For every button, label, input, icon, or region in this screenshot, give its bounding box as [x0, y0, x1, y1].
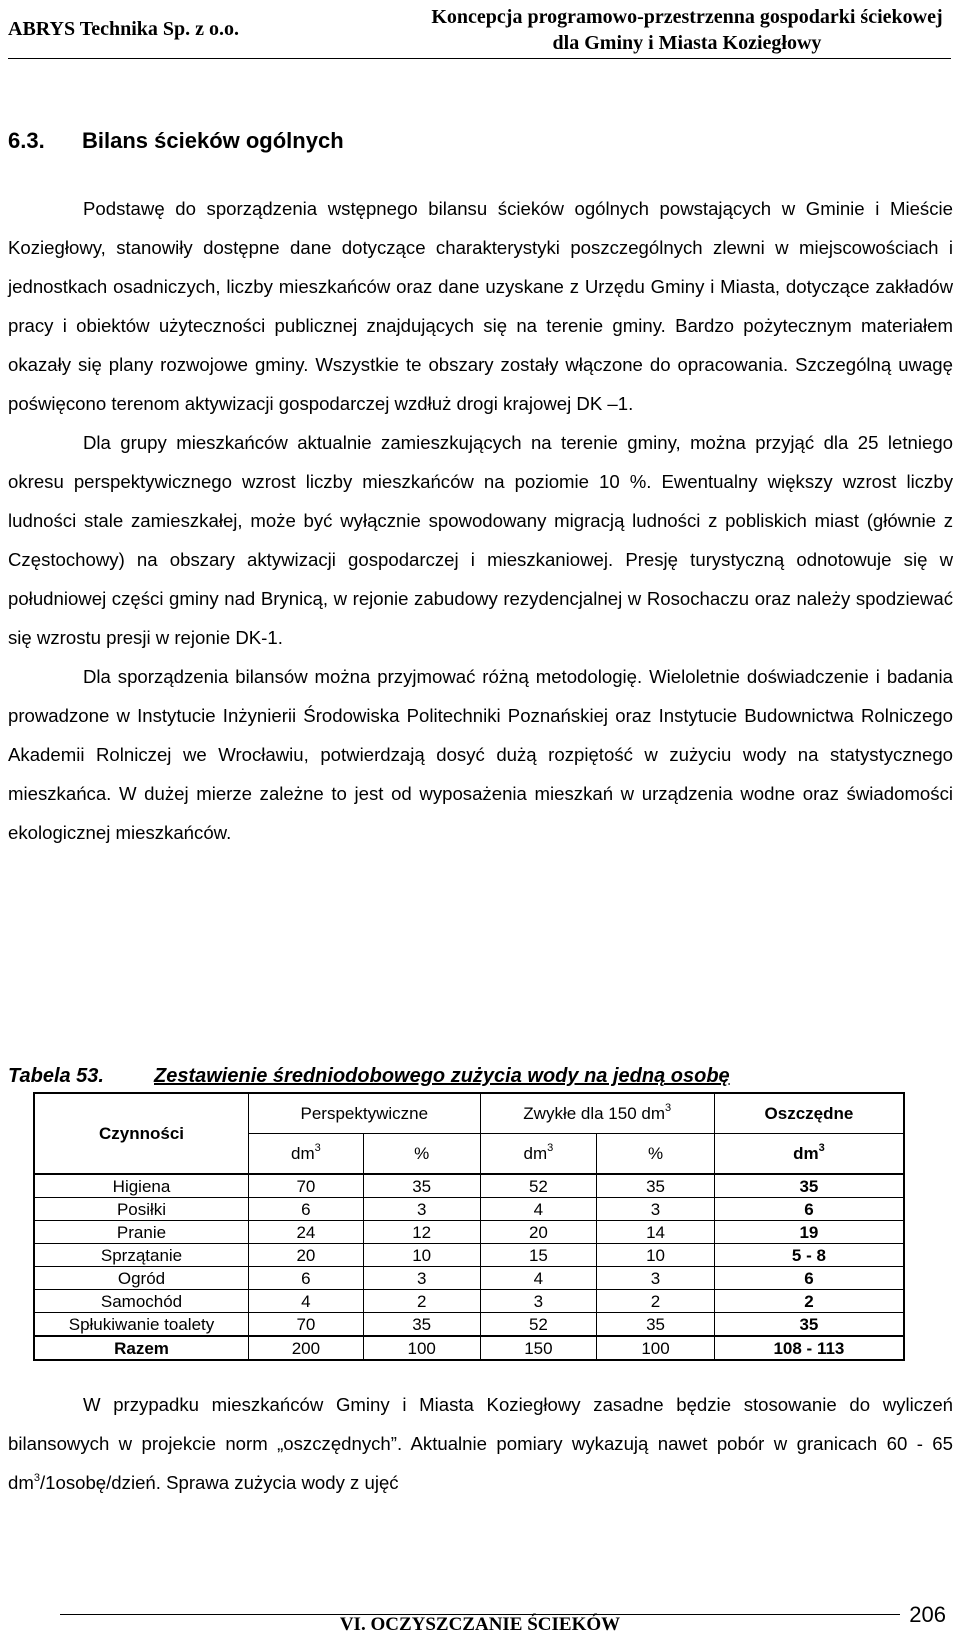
- cell-value: 10: [597, 1244, 715, 1267]
- body-text-after-table: [8, 1385, 953, 1502]
- col-group-perspective: Perspektywiczne: [249, 1093, 481, 1134]
- cell-value: 14: [597, 1221, 715, 1244]
- unit-pct: %: [597, 1134, 715, 1175]
- total-value: 108 - 113: [714, 1336, 904, 1360]
- total-value: 200: [249, 1336, 364, 1360]
- cell-value: 70: [249, 1313, 364, 1337]
- cell-value: 3: [480, 1290, 597, 1313]
- cell-value: 20: [249, 1244, 364, 1267]
- col-group-usual: [480, 1093, 714, 1134]
- row-name: Pranie: [34, 1221, 249, 1244]
- cell-value: 5 - 8: [714, 1244, 904, 1267]
- cell-value: 6: [714, 1198, 904, 1221]
- document-title-line1: Koncepcja programowo-przestrzenna gospodarki ściekowej: [431, 6, 943, 28]
- table-total-row: [34, 1336, 904, 1360]
- unit-dm3: $dm^3$: [249, 1134, 364, 1175]
- header-rule: [8, 58, 951, 59]
- unit-dm3: $dm^3$: [480, 1134, 597, 1175]
- cell-value: 2: [363, 1290, 480, 1313]
- unit-pct: %: [363, 1134, 480, 1175]
- table-row: [34, 1221, 904, 1244]
- section-title: Bilans ścieków ogólnych: [82, 128, 344, 153]
- col-group-usual-text: Zwykłe dla 150 dm: [523, 1103, 666, 1123]
- cell-value: 35: [597, 1174, 715, 1198]
- row-name: Spłukiwanie toalety: [34, 1313, 249, 1337]
- body-text: [8, 189, 953, 852]
- cell-value: 3: [363, 1198, 480, 1221]
- cell-value: 15: [480, 1244, 597, 1267]
- row-name: Ogród: [34, 1267, 249, 1290]
- section-number: 6.3.: [8, 128, 45, 153]
- total-label: Razem: [34, 1336, 249, 1360]
- total-value: 100: [597, 1336, 715, 1360]
- cell-value: 6: [249, 1267, 364, 1290]
- cell-value: 3: [597, 1267, 715, 1290]
- paragraph-1: Podstawę do sporządzenia wstępnego bilansu ścieków ogólnych powstających w Gminie i Mieście Koziegłowy, stanowiły dostępne dane dotyczące charakterystyki poszczególnych zlewni w miejscowościach i jednostkach osadniczych, liczby mieszkańców oraz dane uzyskane z Urzędu Gminy i Miasta, dotyczące zakładów pracy i obiektów użyteczności publicznej znajdujących się na terenie gminy. Bardzo pożytecznym materiałem okazały się plany rozwojowe gminy. Wszystkie te obszary zostały włączone do opracowania. Szczególną uwagę poświęcono terenom aktywizacji gospodarczej wzdłuż drogi krajowej DK –1.: [8, 198, 953, 414]
- document-title: [423, 4, 951, 56]
- row-name: Higiena: [34, 1174, 249, 1198]
- row-name: Samochód: [34, 1290, 249, 1313]
- table-row: [34, 1198, 904, 1221]
- cell-value: 52: [480, 1174, 597, 1198]
- table-title: Zestawienie średniodobowego zużycia wody na jedną osobę: [154, 1065, 730, 1087]
- total-value: 100: [363, 1336, 480, 1360]
- cell-value: 70: [249, 1174, 364, 1198]
- cell-value: 35: [714, 1174, 904, 1198]
- cell-value: 12: [363, 1221, 480, 1244]
- cell-value: 19: [714, 1221, 904, 1244]
- cell-value: 3: [597, 1198, 715, 1221]
- cell-value: 35: [363, 1313, 480, 1337]
- cell-value: 4: [480, 1267, 597, 1290]
- cell-value: 35: [714, 1313, 904, 1337]
- cell-value: 20: [480, 1221, 597, 1244]
- footer-chapter: VI. OCZYSZCZANIE ŚCIEKÓW: [339, 1614, 621, 1635]
- cell-value: 35: [597, 1313, 715, 1337]
- table-row: [34, 1313, 904, 1337]
- table-row: [34, 1174, 904, 1198]
- section-heading: [8, 128, 344, 154]
- table-caption: [8, 1065, 730, 1088]
- cell-value: 4: [480, 1198, 597, 1221]
- cell-value: 6: [714, 1267, 904, 1290]
- table-label: Tabela 53.: [8, 1065, 104, 1087]
- cell-value: 2: [714, 1290, 904, 1313]
- document-title-line2: dla Gminy i Miasta Koziegłowy: [552, 32, 822, 54]
- table-row: [34, 1290, 904, 1313]
- col-group-usual-sup: 3: [665, 1101, 672, 1114]
- paragraph-4: W przypadku mieszkańców Gminy i Miasta Koziegłowy zasadne będzie stosowanie do wyliczeń bilansowych w projekcie norm „oszczędnych”. Aktualnie pomiary wykazują nawet pobór w granicach 60 - 65 $dm^3/1osobę$/dzień. Sprawa zużycia wody z ujęć: [8, 1394, 953, 1493]
- row-name: Sprzątanie: [34, 1244, 249, 1267]
- table-row: [34, 1267, 904, 1290]
- cell-value: 10: [363, 1244, 480, 1267]
- cell-value: 52: [480, 1313, 597, 1337]
- cell-value: 35: [363, 1174, 480, 1198]
- unit-dm3: $dm^3$: [714, 1134, 904, 1175]
- cell-value: 24: [249, 1221, 364, 1244]
- cell-value: 6: [249, 1198, 364, 1221]
- page-number: 206: [909, 1602, 946, 1627]
- col-group-savings: Oszczędne: [714, 1093, 904, 1134]
- col-activity-header: Czynności: [34, 1093, 249, 1174]
- cell-value: 4: [249, 1290, 364, 1313]
- superscript-3: 3: [33, 1472, 40, 1484]
- table-row: [34, 1244, 904, 1267]
- cell-value: 3: [363, 1267, 480, 1290]
- cell-value: 2: [597, 1290, 715, 1313]
- total-value: 150: [480, 1336, 597, 1360]
- paragraph-2: Dla grupy mieszkańców aktualnie zamieszkujących na terenie gminy, można przyjąć dla 25 letniego okresu perspektywicznego wzrost liczby mieszkańców na poziomie 10 %. Ewentualny większy wzrost liczby ludności stale zamieszkałej, może być wyłącznie spowodowany migracją ludności z pobliskich miast (głównie z Częstochowy) na obszary aktywizacji gospodarczej i mieszkaniowej. Presję turystyczną odnotowuje się w południowej części gminy nad Brynicą, w rejonie zabudowy rezydencjalnej w Rosochaczu oraz należy spodziewać się wzrostu presji w rejonie DK-1.: [8, 432, 953, 648]
- water-usage-table: [33, 1092, 905, 1361]
- paragraph-3: Dla sporządzenia bilansów można przyjmować różną metodologię. Wieloletnie doświadczenie i badania prowadzone w Instytucie Inżynierii Środowiska Politechniki Poznańskiej oraz Instytucie Budownictwa Rolniczego Akademii Rolniczej we Wrocławiu, potwierdzają dosyć dużą rozpiętość w zużyciu wody na statystycznego mieszkańca. W dużej mierze zależne to jest od wyposażenia mieszkań w urządzenia wodne oraz świadomości ekologicznej mieszkańców.: [8, 666, 953, 843]
- company-name: ABRYS Technika Sp. z o.o.: [8, 18, 240, 40]
- row-name: Posiłki: [34, 1198, 249, 1221]
